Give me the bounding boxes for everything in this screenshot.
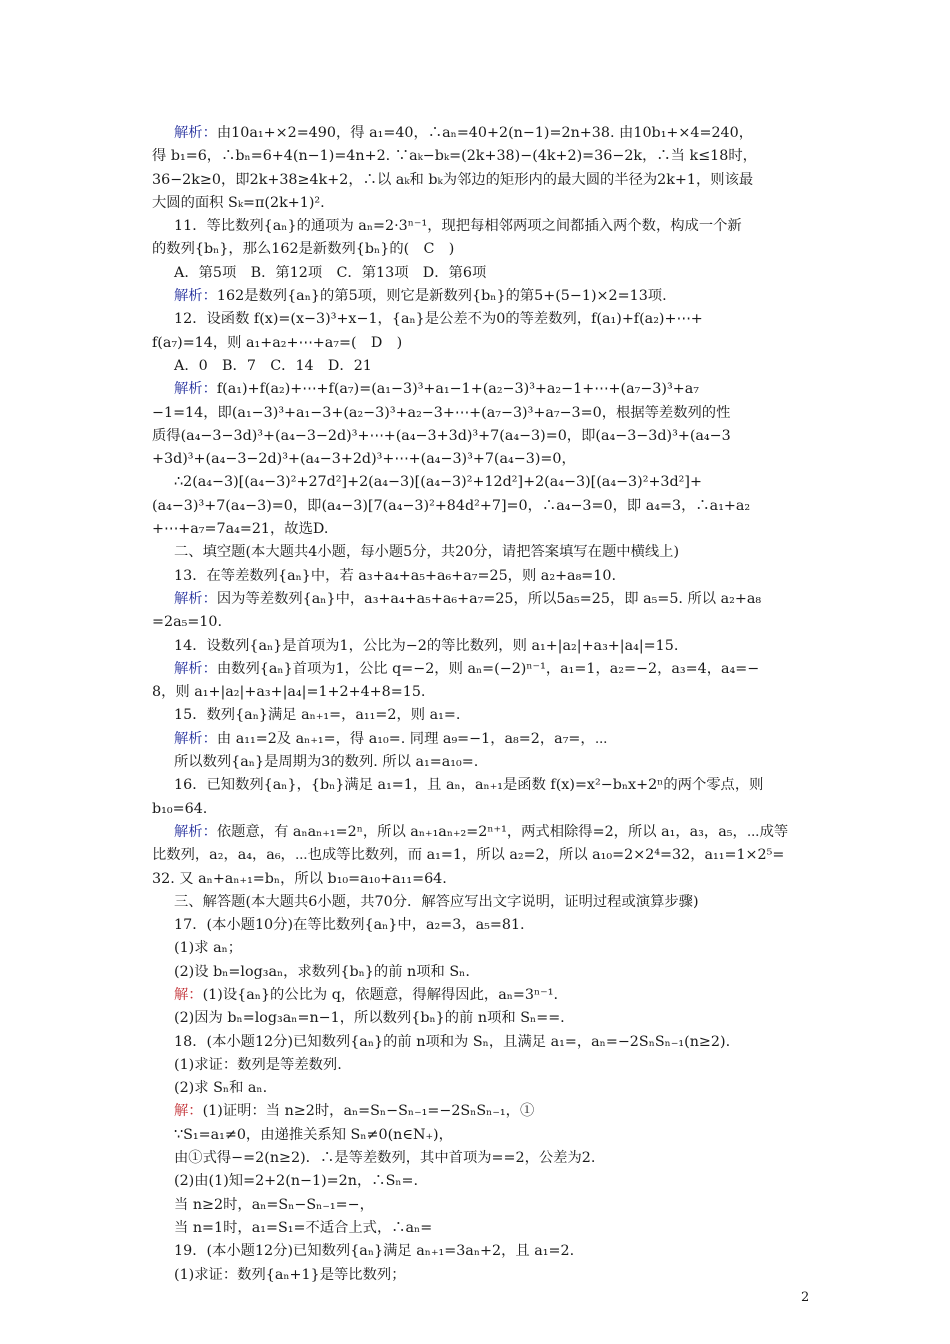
text-line: +3d)³+(a₄−3−2d)³+(a₄−3+2d)³+⋯+(a₄−3)³+7(a₄−3)=0，	[152, 451, 576, 468]
question-13: 13．在等差数列{aₙ}中，若 a₃+a₄+a₅+a₆+a₇=25，则 a₂+a₈=10.	[174, 567, 617, 584]
section-heading: 三、解答题(本大题共6小题，共70分．解答应写出文字说明，证明过程或演算步骤)	[174, 893, 699, 910]
text-line: ∴2(a₄−3)[(a₄−3)²+27d²]+2(a₄−3)[(a₄−3)²+12d²]+2(a₄−3)[(a₄−3)²+3d²]+	[174, 474, 702, 491]
text-line: 8，则 a₁+|a₂|+a₃+|a₄|=1+2+4+8=15.	[152, 684, 426, 701]
text-line: 大圆的面积 Sₖ=π(2k+1)².	[152, 194, 325, 211]
text-line: 解：(1)证明：当 n≥2时，aₙ=Sₙ−Sₙ₋₁=−2SₙSₙ₋₁，①	[174, 1103, 535, 1120]
text-line: 解析：依题意，有 aₙaₙ₊₁=2ⁿ，所以 aₙ₊₁aₙ₊₂=2ⁿ⁺¹，两式相除得=2，所以 a₁，a₃，a₅，⋯成等	[174, 823, 789, 840]
text-line: 解析：162是数列{aₙ}的第5项，则它是新数列{bₙ}的第5+(5−1)×2=13项.	[174, 288, 667, 305]
text-line: 所以数列{aₙ}是周期为3的数列. 所以 a₁=a₁₀=.	[174, 754, 479, 771]
text-line: 32. 又 aₙ+aₙ₊₁=bₙ，所以 b₁₀=a₁₀+a₁₁=64.	[152, 870, 447, 887]
options: A．第5项 B．第12项 C．第13项 D．第6项	[174, 264, 487, 281]
text-line: 解析：由10a₁+×2=490，得 a₁=40，∴aₙ=40+2(n−1)=2n+38. 由10b₁+×4=240，	[174, 125, 754, 141]
text-line: (2)由(1)知=2+2(n−1)=2n，∴Sₙ=.	[174, 1173, 419, 1190]
question-15: 15．数列{aₙ}满足 aₙ₊₁=，a₁₁=2，则 a₁=.	[174, 707, 461, 724]
text-line: b₁₀=64.	[152, 800, 208, 817]
text-line: 的数列{bₙ}，那么162是新数列{bₙ}的( C )	[152, 241, 455, 258]
question-16: 16．已知数列{aₙ}，{bₙ}满足 a₁=1，且 aₙ，aₙ₊₁是函数 f(x)=x²−bₙx+2ⁿ的两个零点，则	[174, 777, 764, 794]
text-line: (1)求证：数列是等差数列.	[174, 1056, 342, 1073]
text-line: f(a₇)=14，则 a₁+a₂+⋯+a₇=( D )	[152, 334, 403, 351]
text-line: 由①式得−=2(n≥2)．∴是等差数列，其中首项为==2，公差为2.	[174, 1150, 596, 1167]
text-line: (2)因为 bₙ=log₃aₙ=n−1，所以数列{bₙ}的前 n项和 Sₙ==.	[174, 1010, 565, 1027]
text-line: ∵S₁=a₁≠0，由递推关系知 Sₙ≠0(n∈N₊)，	[174, 1126, 453, 1143]
text-line: =2a₅=10.	[152, 614, 223, 631]
text-line: 解析：由数列{aₙ}首项为1，公比 q=−2，则 aₙ=(−2)ⁿ⁻¹，a₁=1，a₂=−2，a₃=4，a₄=−	[174, 660, 760, 677]
section-heading: 二、填空题(本大题共4小题，每小题5分，共20分，请把答案填写在题中横线上)	[174, 544, 680, 561]
text-line: 当 n≥2时，aₙ=Sₙ−Sₙ₋₁=−，	[174, 1196, 374, 1213]
text-line: 解析：因为等差数列{aₙ}中，a₃+a₄+a₅+a₆+a₇=25，所以5a₅=25，即 a₅=5. 所以 a₂+a₈	[174, 590, 762, 607]
text-line: 36−2k≥0，即2k+38≥4k+2，∴以 aₖ和 bₖ为邻边的矩形内的最大圆的半径为2k+1，则该最	[152, 171, 754, 188]
text-line: (2)求 Sₙ和 aₙ.	[174, 1080, 268, 1097]
question-14: 14．设数列{aₙ}是首项为1，公比为−2的等比数列，则 a₁+|a₂|+a₃+|a₄|=15.	[174, 637, 679, 654]
text-line: (1)求证：数列{aₙ+1}是等比数列；	[174, 1266, 406, 1283]
text-line: 解析：由 a₁₁=2及 aₙ₊₁=，得 a₁₀=. 同理 a₉=−1，a₈=2，a₇=，⋯	[174, 730, 608, 747]
page-number: 2	[801, 1290, 810, 1305]
text-line: 当 n=1时，a₁=S₁=不适合上式，∴aₙ=	[174, 1219, 433, 1236]
text-line: (2)设 bₙ=log₃aₙ，求数列{bₙ}的前 n项和 Sₙ.	[174, 963, 470, 980]
question-12: 12．设函数 f(x)=(x−3)³+x−1，{aₙ}是公差不为0的等差数列，f(a₁)+f(a₂)+⋯+	[174, 311, 703, 328]
text-line: (a₄−3)³+7(a₄−3)=0，即(a₄−3)[7(a₄−3)²+84d²+7]=0，∴a₄−3=0，即 a₄=3，∴a₁+a₂	[152, 497, 751, 514]
text-line: 解：(1)设{aₙ}的公比为 q，依题意，得解得因此，aₙ=3ⁿ⁻¹.	[174, 986, 558, 1003]
text-line: 得 b₁=6，∴bₙ=6+4(n−1)=4n+2. ∵aₖ−bₖ=(2k+38)−(4k+2)=36−2k，∴当 k≤18时，	[152, 148, 757, 165]
text-line: 质得(a₄−3−3d)³+(a₄−3−2d)³+⋯+(a₄−3+3d)³+7(a₄−3)=0，即(a₄−3−3d)³+(a₄−3	[152, 427, 731, 444]
question-18: 18．(本小题12分)已知数列{aₙ}的前 n项和为 Sₙ，且满足 a₁=，aₙ=−2SₙSₙ₋₁(n≥2).	[174, 1033, 731, 1050]
options: A．0 B．7 C．14 D．21	[174, 357, 372, 374]
question-17: 17．(本小题10分)在等比数列{aₙ}中，a₂=3，a₅=81.	[174, 917, 525, 934]
text-line: +⋯+a₇=7a₄=21，故选D.	[152, 521, 329, 538]
text-line: −1=14，即(a₁−3)³+a₁−3+(a₂−3)³+a₂−3+⋯+(a₇−3)³+a₇−3=0，根据等差数列的性	[152, 404, 731, 421]
text-line: 解析：f(a₁)+f(a₂)+⋯+f(a₇)=(a₁−3)³+a₁−1+(a₂−3)³+a₂−1+⋯+(a₇−3)³+a₇	[174, 381, 699, 398]
text-line: (1)求 aₙ；	[174, 940, 243, 957]
question-19: 19．(本小题12分)已知数列{aₙ}满足 aₙ₊₁=3aₙ+2，且 a₁=2.	[174, 1243, 575, 1260]
text-body	[152, 122, 812, 1287]
question-11: 11．等比数列{aₙ}的通项为 aₙ=2·3ⁿ⁻¹，现把每相邻两项之间都插入两个数，构成一个新	[174, 218, 742, 235]
text-line: 比数列，a₂，a₄，a₆，⋯也成等比数列，而 a₁=1，所以 a₂=2，所以 a₁₀=2×2⁴=32，a₁₁=1×2⁵=	[152, 847, 785, 864]
